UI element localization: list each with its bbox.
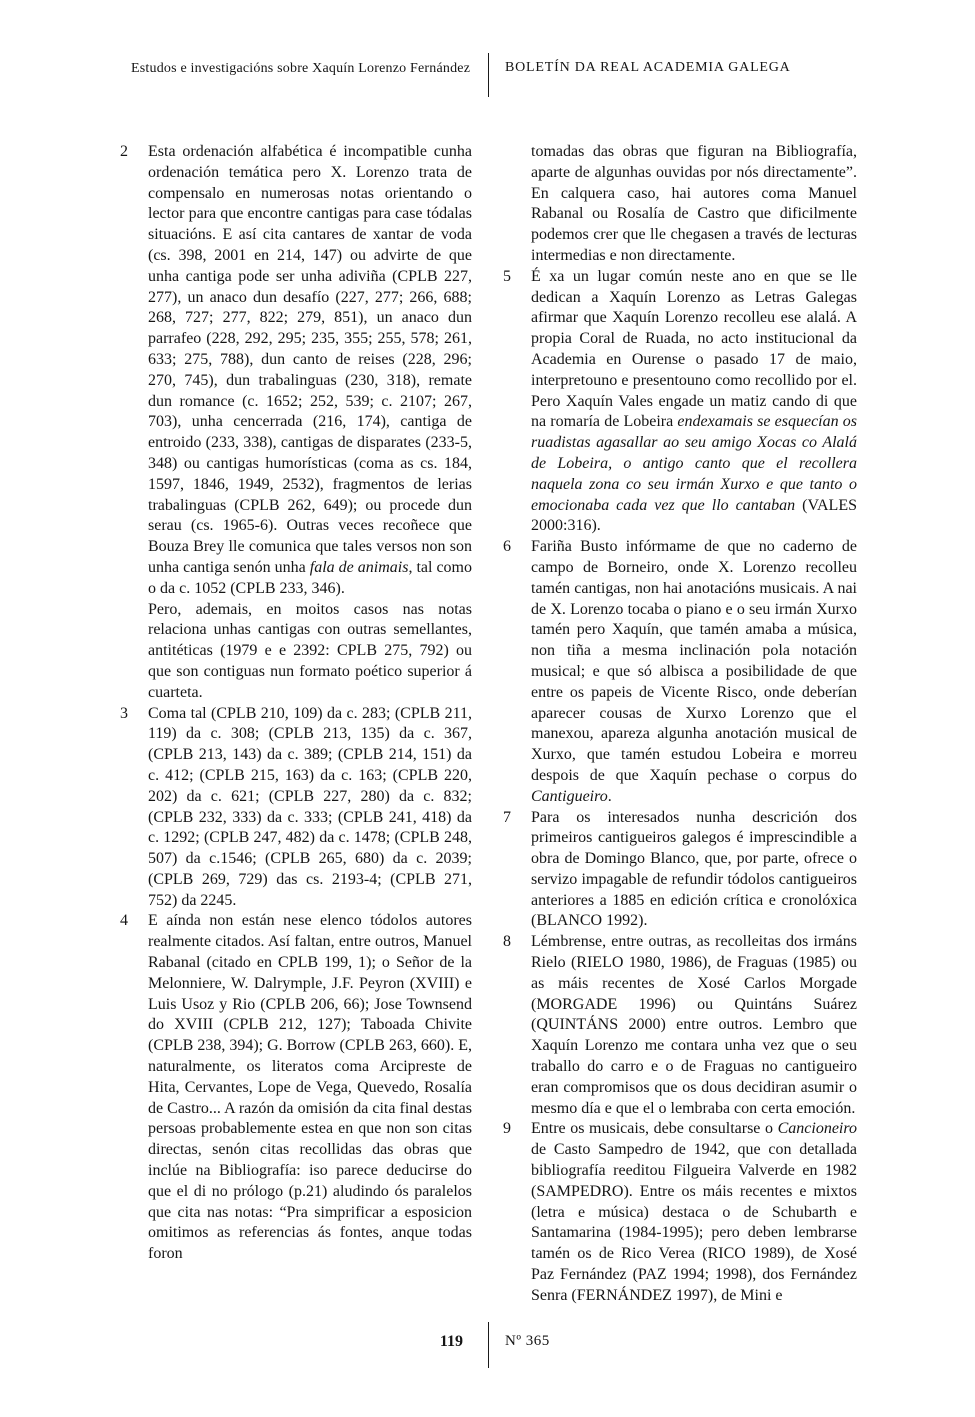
footnote-text <box>531 808 857 933</box>
footnote-text <box>148 911 472 1265</box>
footnote-number: 6 <box>503 538 511 556</box>
footnote <box>503 267 857 537</box>
footnote-number <box>503 142 531 267</box>
footnote <box>503 932 857 1119</box>
footnote-paragraph: Lémbrense, entre outras, as recolleitas dos irmáns Rielo (RIELO 1980, 1986), de Fraguas (1985) ou as máis recentes de Xosé Carlos Morgade (MORGADE 1996) ou Quintáns Suárez (QUINTÁNS 2000) entre outros. Lembro que Xaquín Lorenzo me contara unha vez que o seu traballo do carro e o de Fraguas no cantigueiro eran compromisos que os dous decidiran asumir o mesmo día e que el o lembraba con certa emoción. <box>531 933 857 1117</box>
footnote <box>503 537 857 807</box>
footnote-paragraph: tomadas das obras que figuran na Bibliografía, aparte de algunhas ouvidas por nós directamente”. En calquera caso, hai autores coma Manuel Rabanal ou Rosalía de Castro que dificilmente podemos crer que lle chegasen a través de lecturas intermedias e non directamente. <box>531 143 857 264</box>
footnote-text <box>148 704 472 912</box>
footnote <box>120 911 472 1265</box>
footnote-text <box>531 537 857 807</box>
issue-number: Nº 365 <box>505 1333 550 1349</box>
footnotes-column-right <box>503 142 857 1307</box>
footnote-paragraph: Para os interesados nunha descrición dos primeiros cantigueiros galegos é imprescindible a obra de Domingo Blanco, que, por parte, ofrece o servizo impagable de refundir tódolos cantigueiros anteriores a 1885 en edición crítica e cronolóxica (BLANCO 1992). <box>531 808 857 930</box>
header-right-title: BOLETÍN DA REAL ACADEMIA GALEGA <box>505 60 791 75</box>
footnote-number: 5 <box>503 267 511 285</box>
footnote-paragraph: Esta ordenación alfabética é incompatible cunha ordenación temática pero X. Lorenzo trata de compensalo en numerosas notas orientando o lector para que encontre cantigas para case tódalas situacións. E así cita cantares de xantar de voda (cs. 398, 2001 en 214, 147) ou advirte de que unha cantiga pode ser unha adiviña (CPLB 227, 277), un anaco dun desafío (227, 277; 266, 688; 268, 727; 277, 822; 279, 851), un anaco dun parrafeo (228, 292, 295; 235, 355; 255, 578; 261, 633; 275, 788), dun canto de reises (228, 296; 270, 745), dun trabalinguas (230, 318), remate dun romance (c. 1652; 252, 539; c. 2107; 267, 703), unha cencerrada (216, 174), cantiga de entroido (233, 338), cantigas de disparates (233-5, 348) ou cantigas humorísticas (coma as cs. 184, 1597, 1846, 1949, 2532), fragmentos de lerias trabalinguas (CPLB 262, 649); ou procede dun serau (cs. 1965-6). Outras veces recoñece que Bouza Brey lle comunica que tales versos non son unha cantiga senón unha fala de animais, tal como o da c. 1052 (CPLB 233, 346). <box>148 143 472 597</box>
footer-divider <box>488 1322 489 1368</box>
footnote-number: 7 <box>503 808 511 826</box>
footnote <box>120 704 472 912</box>
header-left-title: Estudos e investigacións sobre Xaquín Lorenzo Fernández <box>131 61 471 76</box>
footnote <box>503 142 857 267</box>
footnote <box>120 142 472 704</box>
footnote-number: 8 <box>503 933 511 951</box>
footnote-text <box>531 267 857 537</box>
page-number: 119 <box>439 1333 463 1350</box>
footnote-paragraph: E aínda non están nese elenco tódolos autores realmente citados. Así faltan, entre outros, Manuel Rabanal (citado en CPLB 199, 1); o Señor de la Melonniere, W. Dalrymple, J.F. Peyron (XVIII) e Luis Usoz y Rio (CPLB 206, 66); Jose Townsend do XVIII (CPLB 212, 127); Taboada Chivite (CPLB 238, 394); G. Borrow (CPLB 263, 660). E, naturalmente, os literatos coma Arcipreste de Hita, Cervantes, Lope de Vega, Quevedo, Rosalía de Castro... A razón da omisión da cita final destas persoas probablemente estea en que non son citas directas, senón citas recollidas das obras que inclúe na Bibliografía: iso parece deducirse do que el di no prólogo (p.21) aludindo ós paralelos que cita nas notas: “Pra simprificar a esposicion omitimos as referencias ás fontes, anque todas foron <box>148 912 472 1263</box>
footnote-paragraph: Pero, ademais, en moitos casos nas notas relaciona unhas cantigas con outras semellantes, antitéticas (1979 e e 2392: CPLB 275, 792) ou que son contiguas nun formato poético superior á cuarteta. <box>148 600 472 701</box>
footnote-number: 2 <box>120 143 128 160</box>
footnote-number: 4 <box>120 912 128 930</box>
footnotes-column-left <box>120 142 472 1265</box>
footnote-text <box>531 142 857 267</box>
footnote-paragraph: É xa un lugar común neste ano en que se lle dedican a Xaquín Lorenzo as Letras Galegas afirmar que Xaquín Lorenzo recolleu ese alalá. A propia Coral de Ruada, no acto institucional da Academia en Ourense o pasado 17 de maio, interpretouno e presentouno como recollido por el. Pero Xaquín Vales engade un matiz cando di que na romaría de Lobeira endexamais se esquecían os ruadistas agasallar ao seu amigo Xocas co Alalá de Lobeira, o antigo canto que el recollera naquela zona co seu irmán Xurxo e que tanto o emocionaba cada vez que llo cantaban (VALES 2000:316). <box>531 267 858 535</box>
footnote-text <box>148 142 472 704</box>
footnote-paragraph: Coma tal (CPLB 210, 109) da c. 283; (CPLB 211, 119) da c. 308; (CPLB 213, 135) da c. 367, (CPLB 213, 143) da c. 389; (CPLB 214, 151) da c. 412; (CPLB 215, 163) da c. 163; (CPLB 220, 202) da c. 621; (CPLB 227, 280) da c. 832; (CPLB 232, 333) da c. 333; (CPLB 241, 418) da c. 1292; (CPLB 247, 482) da c. 1478; (CPLB 248, 507) da c.1546; (CPLB 265, 680) da c. 2039; (CPLB 269, 729) das cs. 2193-4; (CPLB 271, 752) da 2245. <box>148 704 472 909</box>
footnote-text <box>531 1119 857 1306</box>
footnote <box>503 808 857 933</box>
footnote-number: 3 <box>120 704 128 722</box>
footnote-paragraph: Entre os musicais, debe consultarse o Cancioneiro de Casto Sampedro de 1942, que con detallada bibliografía reeditou Filgueira Valverde en 1982 (SAMPEDRO). Entre os máis recentes e mixtos (letra e música) destaca o de Schubarth e Santamarina (1984-1995); pero deben lembrarse tamén os de Rico Verea (RICO 1989), de Xosé Paz Fernández (PAZ 1994; 1998), dos Fernández Senra (FERNÁNDEZ 1997), de Mini e <box>531 1120 857 1304</box>
footnote-text <box>531 932 857 1119</box>
footnote-number: 9 <box>503 1120 511 1138</box>
header-divider <box>488 53 489 97</box>
footnote-paragraph: Fariña Busto infórmame de que no caderno de campo de Borneiro, onde X. Lorenzo recolleu tamén cantigas, non hai anotacións musicais. A nai de X. Lorenzo tocaba o piano e o seu irmán Xurxo tamén pero Xaquín, que tamén amaba a música, non tiña a mesma inclinación pola notación musical; e que só albisca a posibilidade de que entre os papeis de Vicente Risco, onde deberían aparecer cousas de Xurxo Lorenzo que el manexou, apareza algunha anotación musical de Xurxo, que tamén estudou Lobeira e morreu despois de que Xaquín pechase o corpus do Cantigueiro. <box>531 538 857 805</box>
footnote <box>503 1119 857 1306</box>
